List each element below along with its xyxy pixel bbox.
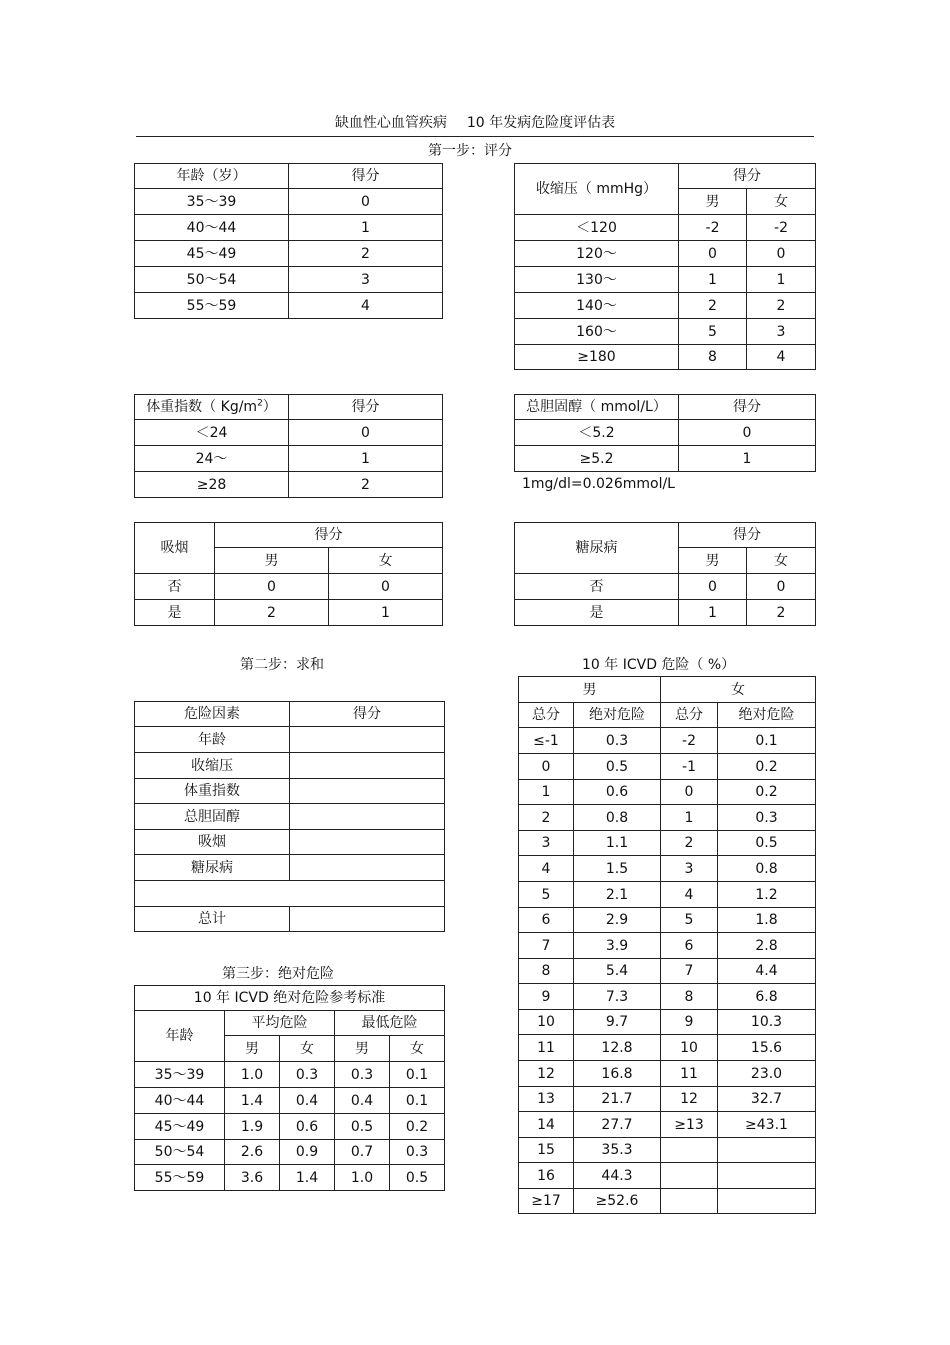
- bmi-score: 0: [289, 420, 443, 446]
- icvd-female-total-header: 总分: [661, 703, 718, 728]
- icvd-row: [519, 780, 816, 805]
- icvd-male-total: 12: [519, 1061, 574, 1087]
- icvd-row: [519, 856, 816, 882]
- diabetes-score-header: 得分: [679, 523, 816, 548]
- sum-total-cell[interactable]: [290, 907, 445, 932]
- icvd-male-risk: 2.9: [574, 908, 661, 933]
- icvd-male-total: 8: [519, 959, 574, 984]
- ref-age: 55～59: [135, 1165, 225, 1191]
- icvd-male-total: 10: [519, 1010, 574, 1035]
- smoke-label: 否: [135, 574, 215, 600]
- ref-age: 50～54: [135, 1140, 225, 1165]
- age-score: 0: [289, 189, 443, 215]
- bp-score-table: [514, 163, 816, 370]
- ref-min-male: 0.4: [335, 1088, 390, 1114]
- icvd-male-total: ≤-1: [519, 728, 574, 754]
- icvd-female-total: ≥13: [661, 1112, 718, 1138]
- bp-female-score: 0: [747, 241, 816, 267]
- bp-male-score: 2: [679, 293, 747, 319]
- ref-min-male: 0.3: [335, 1062, 390, 1088]
- bp-header: 收缩压（ mmHg）: [515, 164, 679, 215]
- icvd-row: [519, 1035, 816, 1061]
- ref-min-female: 0.5: [390, 1165, 445, 1191]
- icvd-female-risk: [718, 1189, 816, 1214]
- icvd-male-risk: 1.1: [574, 831, 661, 856]
- icvd-female-risk: 15.6: [718, 1035, 816, 1061]
- title-part-1: 缺血性心血管疾病: [334, 115, 447, 131]
- smoke-female-score: 0: [329, 574, 443, 600]
- bmi-score: 1: [289, 446, 443, 472]
- smoke-female-header: 女: [329, 548, 443, 574]
- icvd-row: [519, 831, 816, 856]
- sum-factor: 糖尿病: [135, 855, 290, 881]
- icvd-male-risk: 0.5: [574, 754, 661, 780]
- sum-total-label: 总计: [135, 907, 290, 932]
- ref-avg-female: 0.4: [280, 1088, 335, 1114]
- ref-avg-male: 1.9: [225, 1114, 280, 1140]
- icvd-female-total: 6: [661, 933, 718, 959]
- icvd-male-total: 2: [519, 805, 574, 831]
- icvd-female-header: 女: [661, 677, 816, 703]
- diabetes-header: 糖尿病: [515, 523, 679, 574]
- icvd-female-total: 10: [661, 1035, 718, 1061]
- smoke-label: 是: [135, 600, 215, 626]
- ref-avg-female: 0.6: [280, 1114, 335, 1140]
- bmi-score: 2: [289, 472, 443, 498]
- icvd-female-risk: 6.8: [718, 984, 816, 1010]
- icvd-female-risk: 1.8: [718, 908, 816, 933]
- age-score-header: 得分: [289, 164, 443, 189]
- age-score: 2: [289, 241, 443, 267]
- icvd-male-risk: 3.9: [574, 933, 661, 959]
- icvd-male-total: 16: [519, 1163, 574, 1189]
- sum-score-cell[interactable]: [290, 830, 445, 855]
- icvd-rows: [519, 728, 816, 1214]
- icvd-female-total: 1: [661, 805, 718, 831]
- ref-min-female: 0.2: [390, 1114, 445, 1140]
- ref-min-header: 最低危险: [335, 1011, 445, 1036]
- icvd-female-total: 7: [661, 959, 718, 984]
- icvd-row: [519, 984, 816, 1010]
- ref-min-female: 0.1: [390, 1088, 445, 1114]
- risk-factor-sum-table: [134, 701, 445, 932]
- icvd-female-risk: 10.3: [718, 1010, 816, 1035]
- smoke-header: 吸烟: [135, 523, 215, 574]
- diabetes-female-score: 2: [747, 600, 816, 626]
- ref-min-male-header: 男: [335, 1036, 390, 1062]
- ref-avg-male-header: 男: [225, 1036, 280, 1062]
- icvd-row: [519, 805, 816, 831]
- chol-header: 总胆固醇（ mmol/L）: [515, 395, 679, 420]
- ref-avg-male: 2.6: [225, 1140, 280, 1165]
- age-score: 1: [289, 215, 443, 241]
- ref-avg-female: 0.9: [280, 1140, 335, 1165]
- smoke-score-header: 得分: [215, 523, 443, 548]
- icvd-row: [519, 882, 816, 908]
- chol-score: 0: [679, 420, 816, 446]
- icvd-row: [519, 1061, 816, 1087]
- icvd-male-risk: 0.8: [574, 805, 661, 831]
- icvd-female-risk: 0.1: [718, 728, 816, 754]
- diabetes-female-header: 女: [747, 548, 816, 574]
- icvd-male-risk: ≥52.6: [574, 1189, 661, 1214]
- ref-avg-male: 3.6: [225, 1165, 280, 1191]
- sum-score-cell[interactable]: [290, 753, 445, 779]
- bp-male-header: 男: [679, 189, 747, 215]
- icvd-male-risk: 0.6: [574, 780, 661, 805]
- icvd-female-risk: 2.8: [718, 933, 816, 959]
- ref-title: 10 年 ICVD 绝对危险参考标准: [135, 986, 445, 1011]
- bp-male-score: 8: [679, 345, 747, 370]
- bp-range: 160～: [515, 319, 679, 345]
- icvd-female-risk: 4.4: [718, 959, 816, 984]
- chol-score: 1: [679, 446, 816, 472]
- icvd-female-total: 12: [661, 1087, 718, 1112]
- icvd-male-total: 9: [519, 984, 574, 1010]
- icvd-female-risk: 0.3: [718, 805, 816, 831]
- icvd-row: [519, 1087, 816, 1112]
- icvd-female-total: -2: [661, 728, 718, 754]
- bmi-header: [135, 395, 289, 420]
- icvd-male-risk: 5.4: [574, 959, 661, 984]
- diabetes-male-score: 1: [679, 600, 747, 626]
- ref-age: 35～39: [135, 1062, 225, 1088]
- icvd-female-risk: 0.5: [718, 831, 816, 856]
- icvd-female-risk: 0.8: [718, 856, 816, 882]
- icvd-male-risk: 44.3: [574, 1163, 661, 1189]
- icvd-male-total-header: 总分: [519, 703, 574, 728]
- sum-factor: 吸烟: [135, 830, 290, 855]
- icvd-male-risk: 7.3: [574, 984, 661, 1010]
- bp-female-header: 女: [747, 189, 816, 215]
- icvd-male-total: 0: [519, 754, 574, 780]
- step2-heading: 第二步：求和: [240, 657, 324, 673]
- ref-min-female: 0.3: [390, 1140, 445, 1165]
- icvd-female-total: 11: [661, 1061, 718, 1087]
- bp-male-score: 1: [679, 267, 747, 293]
- bp-male-score: 0: [679, 241, 747, 267]
- age-score-table: [134, 163, 443, 319]
- sum-score-cell[interactable]: [290, 804, 445, 830]
- icvd-male-total: 3: [519, 831, 574, 856]
- bp-male-score: 5: [679, 319, 747, 345]
- bp-range: 140～: [515, 293, 679, 319]
- age-range: 50～54: [135, 267, 289, 293]
- ref-min-female-header: 女: [390, 1036, 445, 1062]
- chol-range: ＜5.2: [515, 420, 679, 446]
- step1-heading: 第一步：评分: [428, 143, 512, 159]
- age-range: 35～39: [135, 189, 289, 215]
- icvd-female-total: 0: [661, 780, 718, 805]
- age-range: 45～49: [135, 241, 289, 267]
- chol-range: ≥5.2: [515, 446, 679, 472]
- icvd-male-total: 4: [519, 856, 574, 882]
- icvd-row: [519, 908, 816, 933]
- bp-range: 130～: [515, 267, 679, 293]
- title-part-2: 10 年发病危险度评估表: [466, 115, 616, 131]
- icvd-female-total: 2: [661, 831, 718, 856]
- diabetes-male-header: 男: [679, 548, 747, 574]
- icvd-female-risk: 23.0: [718, 1061, 816, 1087]
- bp-range: ≥180: [515, 345, 679, 370]
- icvd-row: [519, 959, 816, 984]
- ref-age-header: 年龄: [135, 1011, 225, 1062]
- bmi-range: ＜24: [135, 420, 289, 446]
- sum-factor: 总胆固醇: [135, 804, 290, 830]
- age-range: 40～44: [135, 215, 289, 241]
- icvd-row: [519, 1010, 816, 1035]
- ref-min-male: 0.5: [335, 1114, 390, 1140]
- bp-female-score: 4: [747, 345, 816, 370]
- icvd-female-risk-header: 绝对危险: [718, 703, 816, 728]
- page-title: [0, 112, 950, 132]
- sum-factor: 收缩压: [135, 753, 290, 779]
- icvd-female-total: 3: [661, 856, 718, 882]
- bp-female-score: 1: [747, 267, 816, 293]
- ref-avg-male: 1.0: [225, 1062, 280, 1088]
- smoking-score-table: [134, 522, 443, 626]
- age-score: 4: [289, 293, 443, 319]
- icvd-male-total: 5: [519, 882, 574, 908]
- sum-factor-header: 危险因素: [135, 702, 290, 727]
- icvd-female-total: 5: [661, 908, 718, 933]
- icvd-female-total: [661, 1189, 718, 1214]
- bp-range: 120～: [515, 241, 679, 267]
- bp-range: ＜120: [515, 215, 679, 241]
- icvd-female-risk: [718, 1138, 816, 1163]
- bp-male-score: -2: [679, 215, 747, 241]
- icvd-female-risk: 0.2: [718, 780, 816, 805]
- icvd-female-risk: 1.2: [718, 882, 816, 908]
- diabetes-label: 是: [515, 600, 679, 626]
- icvd-male-total: 6: [519, 908, 574, 933]
- bmi-header-close: ）: [262, 399, 277, 415]
- chol-score-header: 得分: [679, 395, 816, 420]
- icvd-risk-title: 10 年 ICVD 危险（ %）: [582, 657, 736, 673]
- age-score: 3: [289, 267, 443, 293]
- unit-conversion-note: 1mg/dl=0.026mmol/L: [522, 476, 675, 492]
- icvd-female-risk: ≥43.1: [718, 1112, 816, 1138]
- icvd-row: [519, 1138, 816, 1163]
- bmi-score-table: [134, 394, 443, 498]
- sum-score-cell[interactable]: [290, 779, 445, 804]
- icvd-male-total: 14: [519, 1112, 574, 1138]
- icvd-male-risk: 27.7: [574, 1112, 661, 1138]
- icvd-row: [519, 933, 816, 959]
- bmi-score-header: 得分: [289, 395, 443, 420]
- ref-min-male: 0.7: [335, 1140, 390, 1165]
- ref-age: 45～49: [135, 1114, 225, 1140]
- icvd-reference-table: [134, 985, 445, 1191]
- bp-female-score: -2: [747, 215, 816, 241]
- icvd-female-total: 9: [661, 1010, 718, 1035]
- title-rule: [136, 136, 814, 137]
- icvd-male-total: 7: [519, 933, 574, 959]
- icvd-male-risk: 9.7: [574, 1010, 661, 1035]
- smoke-male-score: 2: [215, 600, 329, 626]
- age-range: 55～59: [135, 293, 289, 319]
- icvd-row: [519, 1112, 816, 1138]
- icvd-row: [519, 1163, 816, 1189]
- ref-min-male: 1.0: [335, 1165, 390, 1191]
- icvd-row: [519, 1189, 816, 1214]
- icvd-male-risk: 2.1: [574, 882, 661, 908]
- ref-avg-male: 1.4: [225, 1088, 280, 1114]
- icvd-row: [519, 754, 816, 780]
- ref-avg-female-header: 女: [280, 1036, 335, 1062]
- bp-female-score: 3: [747, 319, 816, 345]
- icvd-male-risk: 0.3: [574, 728, 661, 754]
- bp-female-score: 2: [747, 293, 816, 319]
- icvd-male-total: 15: [519, 1138, 574, 1163]
- icvd-female-total: 8: [661, 984, 718, 1010]
- bmi-header-sup: 2: [257, 398, 263, 409]
- ref-age: 40～44: [135, 1088, 225, 1114]
- diabetes-score-table: [514, 522, 816, 626]
- icvd-male-total: ≥17: [519, 1189, 574, 1214]
- diabetes-male-score: 0: [679, 574, 747, 600]
- icvd-male-total: 11: [519, 1035, 574, 1061]
- icvd-female-risk: 32.7: [718, 1087, 816, 1112]
- bmi-header-text: 体重指数（ Kg/m: [146, 399, 258, 415]
- icvd-female-risk: 0.2: [718, 754, 816, 780]
- icvd-female-total: 4: [661, 882, 718, 908]
- icvd-male-risk: 16.8: [574, 1061, 661, 1087]
- age-header: 年龄（岁）: [135, 164, 289, 189]
- step3-heading: 第三步：绝对危险: [222, 966, 334, 982]
- sum-score-header: 得分: [290, 702, 445, 727]
- smoke-male-header: 男: [215, 548, 329, 574]
- sum-factor: 年龄: [135, 727, 290, 753]
- cholesterol-score-table: [514, 394, 816, 472]
- bmi-range: ≥28: [135, 472, 289, 498]
- ref-avg-female: 0.3: [280, 1062, 335, 1088]
- ref-min-female: 0.1: [390, 1062, 445, 1088]
- smoke-male-score: 0: [215, 574, 329, 600]
- sum-factor: 体重指数: [135, 779, 290, 804]
- icvd-female-total: -1: [661, 754, 718, 780]
- icvd-male-risk: 12.8: [574, 1035, 661, 1061]
- icvd-male-risk: 35.3: [574, 1138, 661, 1163]
- icvd-female-total: [661, 1138, 718, 1163]
- icvd-female-total: [661, 1163, 718, 1189]
- sum-blank-row: [135, 881, 445, 907]
- icvd-male-total: 13: [519, 1087, 574, 1112]
- sum-score-cell[interactable]: [290, 855, 445, 881]
- icvd-male-risk: 1.5: [574, 856, 661, 882]
- icvd-male-total: 1: [519, 780, 574, 805]
- diabetes-label: 否: [515, 574, 679, 600]
- diabetes-female-score: 0: [747, 574, 816, 600]
- sum-score-cell[interactable]: [290, 727, 445, 753]
- icvd-row: [519, 728, 816, 754]
- icvd-risk-table: [518, 676, 816, 1214]
- icvd-male-risk-header: 绝对危险: [574, 703, 661, 728]
- ref-avg-female: 1.4: [280, 1165, 335, 1191]
- ref-avg-header: 平均危险: [225, 1011, 335, 1036]
- icvd-male-header: 男: [519, 677, 661, 703]
- bmi-range: 24～: [135, 446, 289, 472]
- smoke-female-score: 1: [329, 600, 443, 626]
- icvd-male-risk: 21.7: [574, 1087, 661, 1112]
- icvd-female-risk: [718, 1163, 816, 1189]
- bp-score-header: 得分: [679, 164, 816, 189]
